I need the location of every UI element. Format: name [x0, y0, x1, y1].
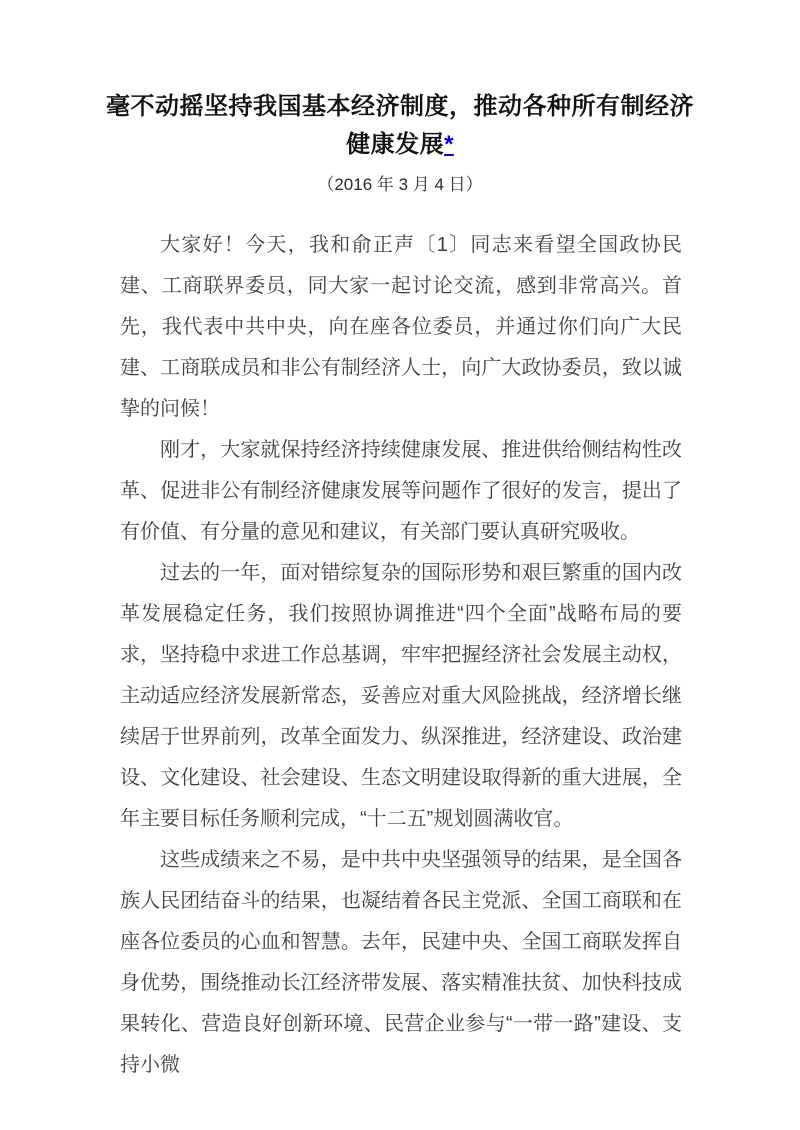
- document-body: [120, 225, 682, 1086]
- document-title: [100, 88, 700, 164]
- paragraph-remarks-acknowledgement: 刚才，大家就保持经济持续健康发展、推进供给侧结构性改革、促进非公有制经济健康发展等问题作了很好的发言，提出了有价值、有分量的意见和建议，有关部门要认真研究吸收。: [120, 439, 682, 543]
- document-title-text: 毫不动摇坚持我国基本经济制度，推动各种所有制经济健康发展: [106, 93, 694, 158]
- title-footnote-link[interactable]: *: [444, 131, 454, 158]
- paragraph-achievements-credit: 这些成绩来之不易，是中共中央坚强领导的结果，是全国各族人民团结奋斗的结果，也凝结着各民主党派、全国工商联和在座各位委员的心血和智慧。去年，民建中央、全国工商联发挥自身优势，围绕推动长江经济带发展、落实精准扶贫、加快科技成果转化、营造良好创新环境、民营企业参与“一带一路”建设、支持小微: [120, 849, 682, 1076]
- document-date: （2016 年 3 月 4 日）: [317, 175, 483, 194]
- paragraph-greeting: 大家好！今天，我和俞正声〔1〕同志来看望全国政协民建、工商联界委员，同大家一起讨论交流，感到非常高兴。首先，我代表中共中央，向在座各位委员，并通过你们向广大民建、工商联成员和非公有制经济人士，向广大政协委员，致以诚挚的问候！: [120, 234, 682, 420]
- paragraph-past-year-review: 过去的一年，面对错综复杂的国际形势和艰巨繁重的国内改革发展稳定任务，我们按照协调推进“四个全面”战略布局的要求，坚持稳中求进工作总基调，牢牢把握经济社会发展主动权，主动适应经济发展新常态，妥善应对重大风险挑战，经济增长继续居于世界前列，改革全面发力、纵深推进，经济建设、政治建设、文化建设、社会建设、生态文明建设取得新的重大进展，全年主要目标任务顺利完成，“十二五”规划圆满收官。: [120, 562, 682, 830]
